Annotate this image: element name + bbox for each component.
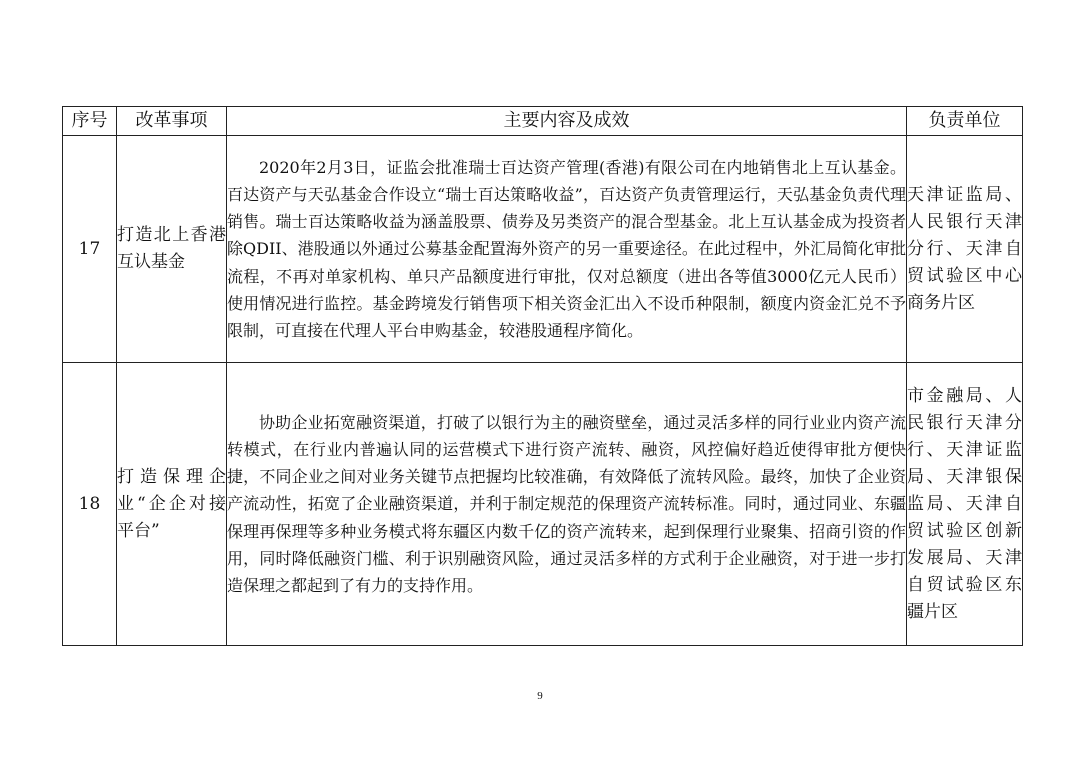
table-header-row bbox=[63, 107, 1023, 136]
content-paragraph: 协助企业拓宽融资渠道，打破了以银行为主的融资壁垒，通过灵活多样的同行业业内资产流转模式，在行业内普遍认同的运营模式下进行资产流转、融资，风控偏好趋近使得审批方便快捷，不同企业之间对业务关键节点把握均比较准确，有效降低了流转风险。最终，加快了企业资产流动性，拓宽了企业融资渠道，并利于制定规范的保理资产流转标准。同时，通过同业、东疆保理再保理等多种业务模式将东疆区内数千亿的资产流转来，起到保理行业聚集、招商引资的作用，同时降低融资门槛、利于识别融资风险，通过灵活多样的方式利于企业融资，对于进一步打造保理之都起到了有力的支持作用。 bbox=[227, 412, 906, 595]
table-row bbox=[63, 363, 1023, 646]
reform-table bbox=[62, 106, 1023, 646]
row-number: 17 bbox=[63, 136, 117, 363]
content-paragraph: 2020年2月3日，证监会批准瑞士百达资产管理(香港)有限公司在内地销售北上互认基金。百达资产与天弘基金合作设立“瑞士百达策略收益”，百达资产负责管理运行，天弘基金负责代理销售。瑞士百达策略收益为涵盖股票、债券及另类资产的混合型基金。北上互认基金成为投资者除QDII、港股通以外通过公募基金配置海外资产的另一重要途径。在此过程中，外汇局简化审批流程，不再对单家机构、单只产品额度进行审批，仅对总额度（进出各等值3000亿元人民币）使用情况进行监控。基金跨境发行销售项下相关资金汇出入不设币种限制，额度内资金汇兑不予限制，可直接在代理人平台申购基金，较港股通程序简化。 bbox=[227, 157, 906, 340]
reform-content bbox=[227, 136, 907, 363]
responsible-unit: 市金融局、人民银行天津分行、天津证监局、天津银保监局、天津自贸试验区创新发展局、天津自贸试验区东疆片区 bbox=[907, 363, 1023, 646]
header-content: 主要内容及成效 bbox=[227, 107, 907, 136]
responsible-unit: 天津证监局、人民银行天津分行、天津自贸试验区中心商务片区 bbox=[907, 136, 1023, 363]
page-number: 9 bbox=[537, 690, 543, 702]
header-item: 改革事项 bbox=[117, 107, 227, 136]
reform-item: 打造保理企业“企企对接平台” bbox=[117, 363, 227, 646]
header-unit: 负责单位 bbox=[907, 107, 1023, 136]
header-no: 序号 bbox=[63, 107, 117, 136]
table-row bbox=[63, 136, 1023, 363]
reform-item: 打造北上香港互认基金 bbox=[117, 136, 227, 363]
row-number: 18 bbox=[63, 363, 117, 646]
reform-content bbox=[227, 363, 907, 646]
